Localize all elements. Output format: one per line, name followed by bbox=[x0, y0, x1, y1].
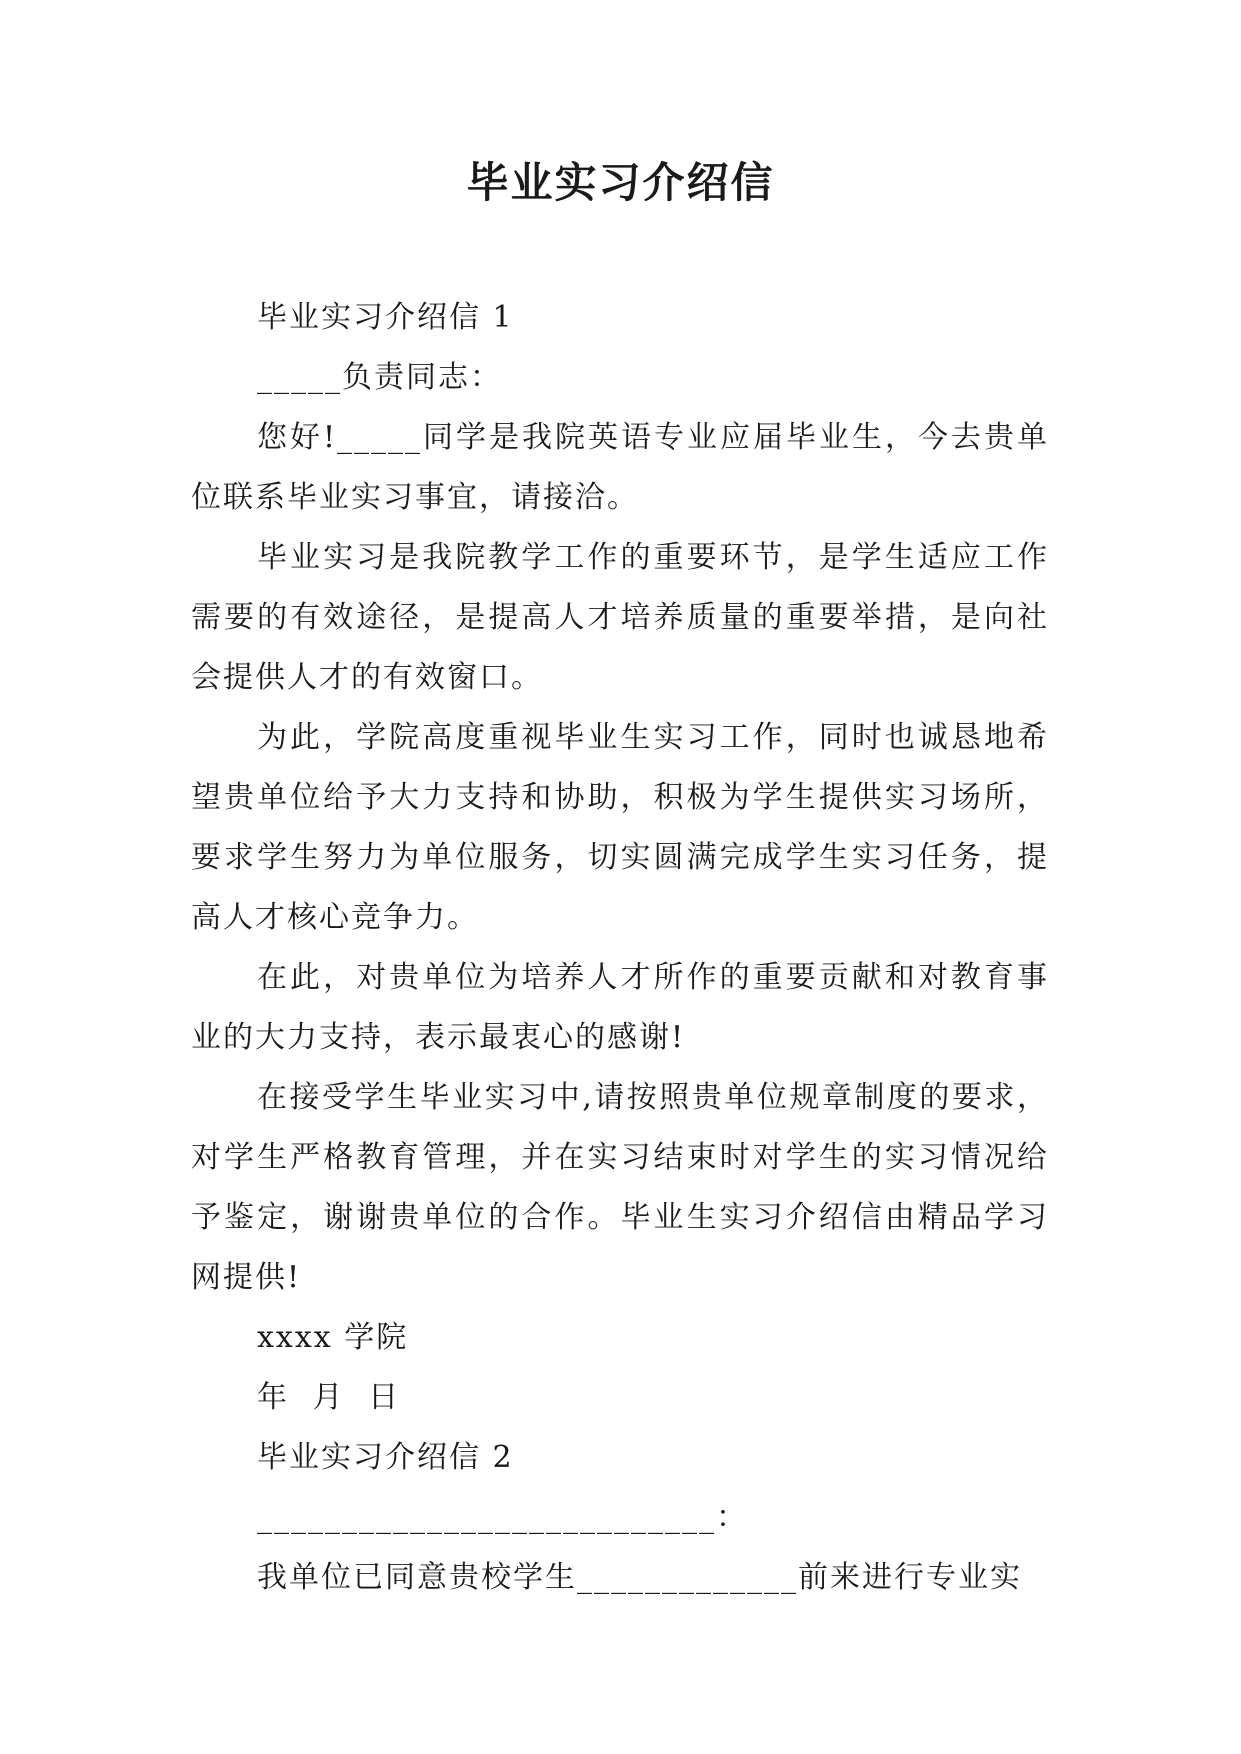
paragraph-importance: 毕业实习是我院教学工作的重要环节，是学生适应工作需要的有效途径，是提高人才培养质量的重要举措，是向社会提供人才的有效窗口。 bbox=[191, 540, 1049, 695]
document-body bbox=[191, 288, 1049, 1608]
paragraph-request: 为此，学院高度重视毕业生实习工作，同时也诚恳地希望贵单位给予大力支持和协助，积极为学生提供实习场所，要求学生努力为单位服务，切实圆满完成学生实习任务，提高人才核心竞争力。 bbox=[191, 720, 1049, 935]
paragraph-acceptance: 我单位已同意贵校学生_____________前来进行专业实 bbox=[257, 1560, 1022, 1595]
document-title: 毕业实习介绍信 bbox=[466, 158, 775, 207]
salutation: _____负责同志： bbox=[257, 360, 502, 395]
signature-institution: xxxx 学院 bbox=[257, 1320, 409, 1355]
paragraph-management: 在接受学生毕业实习中,请按照贵单位规章制度的要求，对学生严格教育管理，并在实习结束时对学生的实习情况给予鉴定，谢谢贵单位的合作。毕业生实习介绍信由精品学习网提供! bbox=[191, 1080, 1049, 1295]
signature-date: 年 月 日 bbox=[257, 1380, 401, 1415]
section-heading-letter-2: 毕业实习介绍信 2 bbox=[257, 1440, 514, 1475]
paragraph-thanks: 在此，对贵单位为培养人才所作的重要贡献和对教育事业的大力支持，表示最衷心的感谢! bbox=[191, 960, 1049, 1055]
section-heading-letter-1: 毕业实习介绍信 1 bbox=[257, 300, 514, 335]
recipient-line: ___________________________： bbox=[257, 1500, 748, 1535]
paragraph-greeting: 您好!_____同学是我院英语专业应届毕业生，今去贵单位联系毕业实习事宜，请接洽。 bbox=[191, 420, 1049, 515]
